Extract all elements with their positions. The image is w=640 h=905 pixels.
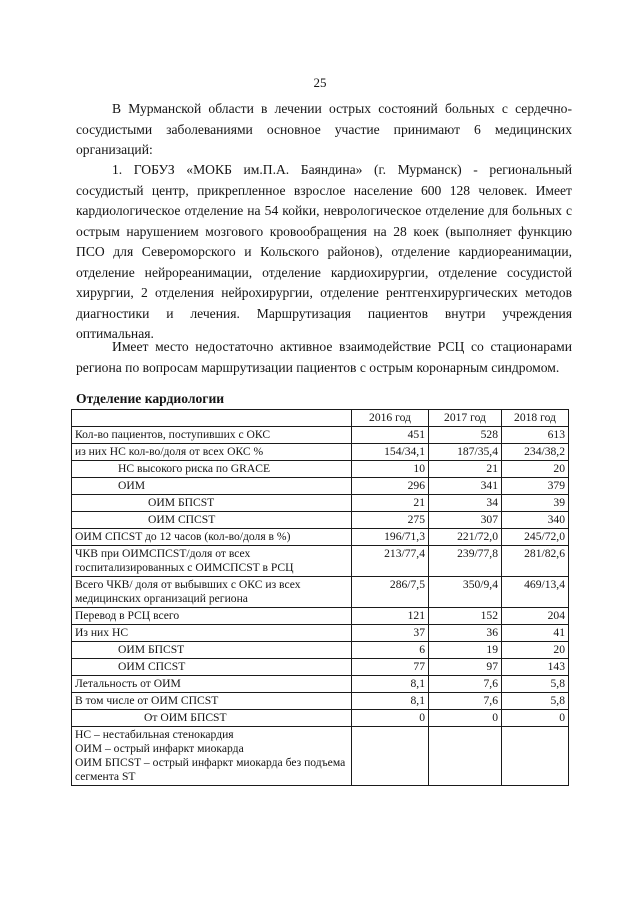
cell-2018: 379	[502, 478, 569, 495]
cell-2017: 19	[429, 642, 502, 659]
cell-2017: 221/72,0	[429, 529, 502, 546]
row-label: В том числе от ОИМ СПСST	[72, 693, 352, 710]
cell-2017: 21	[429, 461, 502, 478]
table-row	[72, 577, 569, 608]
table-row	[72, 546, 569, 577]
row-label: От ОИМ БПСST	[72, 710, 352, 727]
cell-2018: 5,8	[502, 693, 569, 710]
header-cell-2018: 2018 год	[502, 410, 569, 427]
cell-2016: 196/71,3	[352, 529, 429, 546]
cell-2018: 469/13,4	[502, 577, 569, 608]
row-label: Всего ЧКВ/ доля от выбывших с ОКС из всех медицинских организаций региона	[72, 577, 352, 608]
cell-2018: 5,8	[502, 676, 569, 693]
cell-2017: 97	[429, 659, 502, 676]
cell-2017: 152	[429, 608, 502, 625]
table-row	[72, 608, 569, 625]
legend-line-ns: НС – нестабильная стенокардия	[75, 728, 234, 741]
cell-2017: 0	[429, 710, 502, 727]
cell-2017: 36	[429, 625, 502, 642]
row-label: ОИМ БПСST	[72, 642, 352, 659]
cardiology-table	[71, 409, 569, 786]
cell-2018: 234/38,2	[502, 444, 569, 461]
row-label: НС высокого риска по GRACE	[72, 461, 352, 478]
cell-2017: 239/77,8	[429, 546, 502, 577]
cell-2017: 528	[429, 427, 502, 444]
table-row	[72, 478, 569, 495]
cell-2018: 39	[502, 495, 569, 512]
header-cell-2016: 2016 год	[352, 410, 429, 427]
table-row	[72, 529, 569, 546]
interaction-paragraph: Имеет место недостаточно активное взаимодействие РСЦ со стационарами региона по вопросам маршрутизации пациентов с острым коронарным синдромом.	[76, 339, 572, 375]
cell-2016: 154/34,1	[352, 444, 429, 461]
cell-2017: 34	[429, 495, 502, 512]
cell-2017: 350/9,4	[429, 577, 502, 608]
cell-2016: 0	[352, 710, 429, 727]
cell-2016: 21	[352, 495, 429, 512]
cell-2017: 341	[429, 478, 502, 495]
section-title: Отделение кардиологии	[76, 391, 225, 406]
cell-2016: 275	[352, 512, 429, 529]
cell-2018: 143	[502, 659, 569, 676]
row-label: Кол-во пациентов, поступивших с ОКС	[72, 427, 352, 444]
cell-2016: 8,1	[352, 693, 429, 710]
table-row	[72, 642, 569, 659]
row-label: Из них НС	[72, 625, 352, 642]
header-cell-empty	[72, 410, 352, 427]
table-header-row	[72, 410, 569, 427]
legend-empty-cell	[429, 727, 502, 786]
cell-2016: 451	[352, 427, 429, 444]
row-label: ЧКВ при ОИМСПСST/доля от всех госпитализированных с ОИМСПСST в РСЦ	[72, 546, 352, 577]
cell-2017: 7,6	[429, 693, 502, 710]
row-label: Летальность от ОИМ	[72, 676, 352, 693]
cell-2018: 20	[502, 461, 569, 478]
cell-2018: 340	[502, 512, 569, 529]
cell-2018: 41	[502, 625, 569, 642]
cell-2018: 0	[502, 710, 569, 727]
cell-2016: 37	[352, 625, 429, 642]
table-row	[72, 461, 569, 478]
cell-2016: 8,1	[352, 676, 429, 693]
row-label: Перевод в РСЦ всего	[72, 608, 352, 625]
legend-empty-cell	[352, 727, 429, 786]
cell-2018: 613	[502, 427, 569, 444]
cell-2016: 6	[352, 642, 429, 659]
table-row	[72, 659, 569, 676]
cell-2016: 296	[352, 478, 429, 495]
cell-2018: 281/82,6	[502, 546, 569, 577]
legend-cell	[72, 727, 352, 786]
table-row	[72, 676, 569, 693]
table-row	[72, 625, 569, 642]
cell-2017: 307	[429, 512, 502, 529]
header-cell-2017: 2017 год	[429, 410, 502, 427]
legend-row	[72, 727, 569, 786]
cell-2018: 204	[502, 608, 569, 625]
cell-2016: 10	[352, 461, 429, 478]
table-row	[72, 693, 569, 710]
cell-2018: 245/72,0	[502, 529, 569, 546]
table-row	[72, 495, 569, 512]
cell-2018: 20	[502, 642, 569, 659]
cell-2016: 77	[352, 659, 429, 676]
cell-2017: 7,6	[429, 676, 502, 693]
legend-line-oim: ОИМ – острый инфаркт миокарда	[75, 742, 244, 755]
cell-2016: 213/77,4	[352, 546, 429, 577]
table-row	[72, 512, 569, 529]
row-label: ОИМ СПСST	[72, 512, 352, 529]
row-label: ОИМ БПСST	[72, 495, 352, 512]
legend-line-oim-bpsst: ОИМ БПСST – острый инфаркт миокарда без подъема сегмента ST	[75, 756, 346, 783]
row-label: ОИМ СПСST до 12 часов (кол-во/доля в %)	[72, 529, 352, 546]
row-label: ОИМ	[72, 478, 352, 495]
cell-2017: 187/35,4	[429, 444, 502, 461]
cell-2016: 286/7,5	[352, 577, 429, 608]
row-label: из них НС кол-во/доля от всех ОКС %	[72, 444, 352, 461]
rsc-description-paragraph: 1. ГОБУЗ «МОКБ им.П.А. Баяндина» (г. Мурманск) - региональный сосудистый центр, прикрепленное взрослое население 600 128 человек. Имеет кардиологическое отделение на 54 койки, неврологическое отделение для больных с острым нарушением мозгового кровообращения на 28 коек (выполняет функцию ПСО для Североморского и Кольского районов), отделение кардиореанимации, отделение нейрореанимации, отделение кардиохирургии, отделение сосудистой хирургии, 2 отделения нейрохирургии, отделение рентгенхирургических методов диагностики и лечения. Маршрутизация пациентов внутри учреждения оптимальная.	[76, 162, 572, 341]
table-row	[72, 710, 569, 727]
table-row	[72, 444, 569, 461]
legend-empty-cell	[502, 727, 569, 786]
table-row	[72, 427, 569, 444]
intro-paragraph: В Мурманской области в лечении острых состояний больных с сердечно-сосудистыми заболеваниями основное участие принимают 6 медицинских организаций:	[76, 101, 572, 157]
cell-2016: 121	[352, 608, 429, 625]
page-number: 25	[313, 75, 327, 90]
row-label: ОИМ СПСST	[72, 659, 352, 676]
